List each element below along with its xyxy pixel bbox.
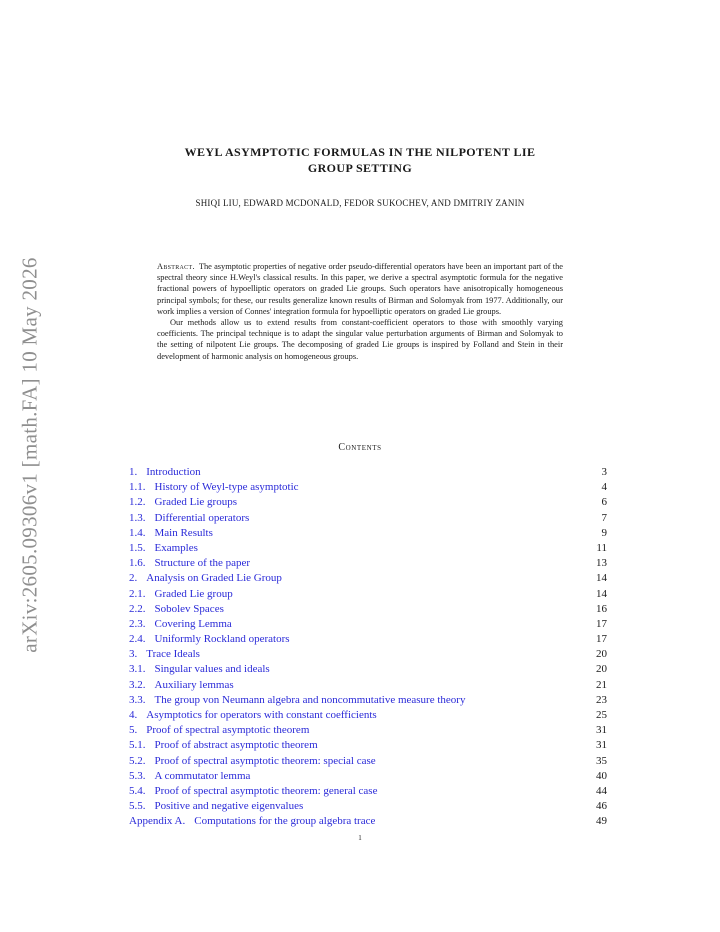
toc-item xyxy=(129,511,607,526)
toc-page-number: 21 xyxy=(596,678,607,691)
toc-item xyxy=(129,799,607,814)
toc-item xyxy=(129,738,607,753)
toc-link[interactable]: 2.2. Sobolev Spaces xyxy=(129,602,224,615)
page-number: 1 xyxy=(358,834,362,842)
toc-page-number: 35 xyxy=(596,754,607,767)
toc-link[interactable]: 2.1. Graded Lie group xyxy=(129,587,233,600)
arxiv-identifier: arXiv:2605.09306v1 [math.FA] 10 May 2026 xyxy=(17,257,42,653)
toc-page-number: 17 xyxy=(596,617,607,630)
toc-item xyxy=(129,754,607,769)
toc-page-number: 31 xyxy=(596,724,607,737)
title-line-2: GROUP SETTING xyxy=(307,161,413,175)
toc-link[interactable]: 1. Introduction xyxy=(129,466,201,478)
toc-link[interactable]: 1.2. Graded Lie groups xyxy=(129,496,237,509)
toc-item xyxy=(129,571,607,586)
author-list: SHIQI LIU, EDWARD MCDONALD, FEDOR SUKOCHEV, AND DMITRIY ZANIN xyxy=(195,198,525,208)
toc-link[interactable]: 2.3. Covering Lemma xyxy=(129,617,232,630)
toc-link[interactable]: 3. Trace Ideals xyxy=(129,648,200,661)
toc-page-number: 17 xyxy=(596,633,607,646)
toc-link[interactable]: 3.2. Auxiliary lemmas xyxy=(129,678,234,691)
toc-page-number: 9 xyxy=(601,526,607,539)
toc-page-number: 6 xyxy=(601,496,607,509)
toc-link[interactable]: 1.5. Examples xyxy=(129,541,198,554)
toc-link[interactable]: 5.4. Proof of spectral asymptotic theorem: general case xyxy=(129,784,378,797)
toc-link[interactable]: 1.3. Differential operators xyxy=(129,511,250,524)
toc-page-number: 20 xyxy=(596,648,607,661)
toc-item xyxy=(129,784,607,799)
toc-page-number: 40 xyxy=(596,769,607,782)
toc-item xyxy=(129,647,607,662)
toc-link[interactable]: 5.1. Proof of abstract asymptotic theorem xyxy=(129,739,318,752)
toc-item xyxy=(129,723,607,738)
toc-page-number: 20 xyxy=(596,663,607,676)
toc-page-number: 25 xyxy=(596,709,607,721)
toc-link[interactable]: 5. Proof of spectral asymptotic theorem xyxy=(129,724,310,737)
toc-page-number: 13 xyxy=(596,557,607,570)
toc-page-number: 16 xyxy=(596,602,607,615)
toc-page-number: 7 xyxy=(601,511,607,524)
toc-item xyxy=(129,678,607,693)
toc-link[interactable]: 2.4. Uniformly Rockland operators xyxy=(129,633,290,646)
toc-page-number: 3 xyxy=(601,466,607,478)
toc-link[interactable]: 5.2. Proof of spectral asymptotic theorem: special case xyxy=(129,754,376,767)
toc-item xyxy=(129,556,607,571)
toc-page-number: 4 xyxy=(601,481,607,494)
toc-item xyxy=(129,708,607,723)
toc-item xyxy=(129,814,607,829)
toc-link[interactable]: 1.6. Structure of the paper xyxy=(129,557,251,570)
toc-item xyxy=(129,632,607,647)
toc-item xyxy=(129,693,607,708)
toc-item xyxy=(129,617,607,632)
toc-item xyxy=(129,769,607,784)
toc-item xyxy=(129,526,607,541)
toc-link[interactable]: 1.4. Main Results xyxy=(129,526,213,539)
toc-link[interactable]: 5.3. A commutator lemma xyxy=(129,769,251,782)
toc-link[interactable]: 4. Asymptotics for operators with constant coefficients xyxy=(129,709,377,721)
toc-page-number: 14 xyxy=(596,572,607,585)
abstract-paragraph-2: Our methods allow us to extend results from constant-coefficient operators to those with smoothly varying coefficients. The principal technique is to adapt the singular value perturbation arguments of Birman and Solomyak to the setting of nilpotent Lie groups. The decomposing of graded Lie groups is inspired by Folland and Stein in their development of harmonic analysis on homogeneous groups. xyxy=(157,318,563,361)
title-line-1: WEYL ASYMPTOTIC FORMULAS IN THE NILPOTENT LIE xyxy=(184,145,536,159)
abstract-paragraph-1 xyxy=(157,261,563,317)
paper-title xyxy=(130,144,590,176)
toc-item xyxy=(129,602,607,617)
toc-page-number: 31 xyxy=(596,739,607,752)
abstract-text-1: The asymptotic properties of negative order pseudo-differential operators have been an important part of the spectral theory since H.Weyl's classical results. In this paper, we derive a spectral asymptotic formula for the negative fractional powers of hypoelliptic operators on graded Lie groups. Such operators have anisotropically homogeneous principal symbols; for these, our results generalize known results of Birman and Solomyak from 1977. Additionally, our work implies a version of Connes' integration formula for hypoelliptic operators on graded Lie groups. xyxy=(157,262,563,316)
toc-item xyxy=(129,465,607,480)
toc-link[interactable]: Appendix A. Computations for the group algebra trace xyxy=(129,815,376,828)
toc-item xyxy=(129,495,607,510)
toc-item xyxy=(129,480,607,495)
abstract-label: Abstract. xyxy=(157,262,195,271)
toc-page-number: 46 xyxy=(596,800,607,813)
toc-page-number: 49 xyxy=(596,815,607,828)
toc-item xyxy=(129,662,607,677)
toc-page-number: 44 xyxy=(596,784,607,797)
toc-link[interactable]: 5.5. Positive and negative eigenvalues xyxy=(129,800,304,813)
toc-page-number: 14 xyxy=(596,587,607,600)
toc-page-number: 11 xyxy=(596,541,607,554)
toc-page-number: 23 xyxy=(596,693,607,706)
toc-link[interactable]: 1.1. History of Weyl-type asymptotic xyxy=(129,481,299,494)
abstract xyxy=(157,261,563,362)
toc-link[interactable]: 2. Analysis on Graded Lie Group xyxy=(129,572,282,585)
toc-link[interactable]: 3.1. Singular values and ideals xyxy=(129,663,270,676)
toc-item xyxy=(129,587,607,602)
toc-link[interactable]: 3.3. The group von Neumann algebra and noncommutative measure theory xyxy=(129,693,466,706)
table-of-contents xyxy=(129,465,607,830)
toc-item xyxy=(129,541,607,556)
contents-heading: Contents xyxy=(338,442,382,453)
